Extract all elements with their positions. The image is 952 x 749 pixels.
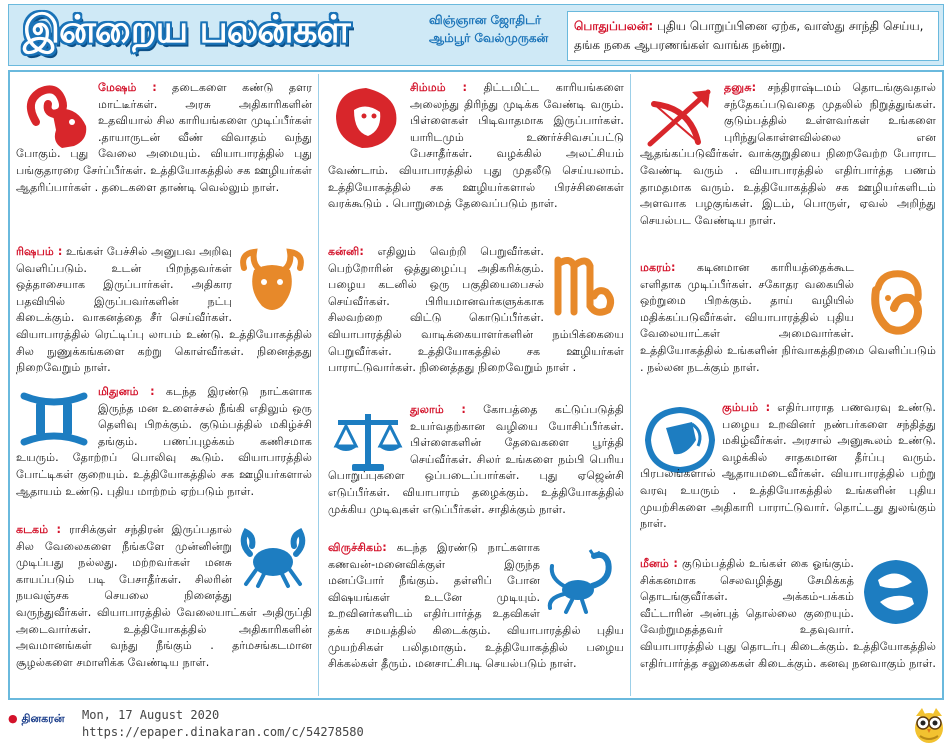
- edition-url[interactable]: https://epaper.dinakaran.com/c/54278580: [82, 725, 364, 739]
- forecast-meenam: [640, 556, 936, 672]
- sign-name-kanni: கன்னி:: [328, 245, 364, 258]
- sign-text-meenam: குடும்பத்தில் உங்கள் கை ஓங்கும். சிக்கனமாக செலவழித்து சேமிக்கத் தொடங்குவீர்கள். அக்கம்-பக்கம் வீட்டாரின் அன்புத் தொல்லை குறையும். வேற்றுமதத்தவர் உதவுவார். வியாபாரத்தில் புது தொடர்பு கிடைக்கும். உத்தியோகத்தில் எதிர்பார்த்த சலுகைகள் கிடைக்கும். கனவு நனவாகும் நாள்.: [640, 557, 936, 670]
- forecast-rishabam: [16, 244, 312, 377]
- forecast-viruchigam: [328, 540, 624, 673]
- sign-text-kanni: எதிலும் வெற்றி பெறுவீர்கள். பெற்றோரின் ஒத்துழைப்பு அதிகரிக்கும். பழைய கடனில் ஒரு பகுதியைபைசல் செய்வீர்கள். பிரியமானவர்களுக்காக சிலவற்றை விட்டு கொடுப்பீர்கள். வியாபாரத்தில் வாடிக்கையாளர்களின் நம்பிக்கையை பெறுவீர்கள். உத்தியோகத்தில் சக ஊழியர்கள் பாராட்டுவார்கள். நினைத்தது நிறைவேறும் நாள் .: [328, 245, 624, 375]
- forecast-mesham: [16, 80, 312, 196]
- author-credit: [429, 11, 559, 47]
- sign-name-mithunam: மிதுனம் :: [98, 385, 155, 398]
- column-divider-1: [318, 74, 319, 696]
- general-forecast-label: பொதுப்பலன்:: [574, 19, 654, 33]
- forecast-thulam: [328, 402, 624, 518]
- sign-name-kadagam: கடகம் :: [16, 523, 62, 536]
- forecast-kanni: [328, 244, 624, 377]
- page-title: இன்றைய பலன்கள்: [23, 7, 350, 51]
- forecast-magaram: [640, 260, 936, 376]
- sign-name-dhanusu: தனுசு:: [724, 81, 757, 94]
- sign-name-kumbam: கும்பம் :: [722, 401, 771, 414]
- forecast-kumbam: [640, 400, 936, 533]
- sign-text-kadagam: ராசிக்குள் சந்திரன் இருப்பதால் சில வேலைகளை நீங்களே முன்னின்று முடிப்பது நல்லது. மற்றவர்கள் மனசு காயப்படும் படி பேசாதீர்கள். சிலரின் நயவஞ்சக செயலை நினைத்து வருந்துவீர்கள். வியாபாரத்தில் வேலையாட்கள் அதிருப்தி அடைவார்கள். உத்தியோகத்தில் அதிகாரிகளின் அவமானங்கள் வந்து நீங்கும் . தர்மசங்கடமான சூழல்களை சமாளிக்க வேண்டிய நாள்.: [16, 523, 312, 669]
- sign-text-mithunam: கடந்த இரண்டு நாட்களாக இருந்த மன உளைச்சல் நீங்கி எதிலும் ஒரு தெளிவு பிறக்கும். குடும்பத்தில் மகிழ்ச்சி தங்கும். பணப்புழக்கம் கணிசமாக உயரும். தோற்றப் பொலிவு கூடும். வியாபாரத்தில் போட்டிகள் குறையும். உத்தியோகத்தில் சக ஊழியர்களால் ஆதாயம் உண்டு. புதிய மாற்றம் ஏற்படும் நாள்.: [16, 385, 312, 498]
- sign-name-meenam: மீனம் :: [640, 557, 678, 570]
- author-line-2: ஆம்பூர் வேல்முருகன்: [429, 31, 549, 45]
- sign-name-simmam: சிம்மம் :: [410, 81, 468, 94]
- forecast-kadagam: [16, 522, 312, 671]
- header: [8, 4, 944, 66]
- sign-name-mesham: மேஷம் :: [98, 81, 157, 94]
- general-forecast-text: புதிய பொறுப்பினை ஏற்க, வாஸ்து சாந்தி செய்ய, தங்க நகை ஆபரணங்கள் வாங்க நன்று.: [574, 19, 924, 52]
- sign-text-rishabam: உங்கள் பேச்சில் அனுபவ அறிவு வெளிப்படும். உடன் பிறந்தவர்கள் ஒத்தாசையாக இருப்பார்கள். அதிகார பதவியில் இருப்பவர்களின் நட்பு கிடைக்கும். வாகனத்தை சீர் செய்வீர்கள். வியாபாரத்தில் ரெட்டிப்பு லாபம் உண்டு. உத்தியோகத்தில் சில நுணுக்கங்களை கற்று கொள்வீர்கள். நினைத்தது நிறைவேறும் நாள்.: [16, 245, 312, 375]
- sign-name-rishabam: ரிஷபம் :: [16, 245, 63, 258]
- dinakaran-logo: ● தினகரன்: [8, 712, 65, 725]
- sign-text-dhanusu: சந்திராஷ்டமம் தொடங்குவதால் சந்தேகப்படுவதை முதலில் நிறுத்துங்கள். குடும்பத்தில் உள்ளவர்கள் உங்களை புரிந்துகொள்ளவில்லை என ஆதங்கப்படுவீர்கள். வாக்குறுதியை நிறைவேற்ற போராட வேண்டி வரும் . வியாபாரத்தில் எதிர்பார்த்த பணம் தாமதமாக வரும். உத்தியோகத்தில் சக ஊழியர்களிடம் அளவாக பழகுங்கள். இடம், பொருள், ஏவல் அறிந்து செயல்பட வேண்டிய நாள்.: [640, 81, 936, 227]
- column-divider-2: [630, 74, 631, 696]
- edition-date: Mon, 17 August 2020: [82, 708, 220, 722]
- owl-icon[interactable]: [912, 706, 946, 744]
- sign-name-thulam: துலாம் :: [410, 403, 466, 416]
- author-line-1: விஞ்ஞான ஜோதிடர்: [429, 13, 541, 27]
- sign-text-viruchigam: கடந்த இரண்டு நாட்களாக கணவன்-மனைவிக்குள் இருந்த மனப்போர் நீங்கும். தள்ளிப் போன விஷயங்கள் உடனே முடியும். உறவினர்களிடம் எதிர்பார்த்த உதவிகள் தக்க சமயத்தில் கிடைக்கும். வியாபாரத்தில் புதிய முயற்சிகள் பலிதமாகும். உத்தியோகத்தில் பழைய சிக்கல்கள் தீரும். மனசாட்சிபடி செயல்படும் நாள்.: [328, 541, 624, 671]
- sign-name-magaram: மகரம்:: [640, 261, 676, 274]
- sign-text-mesham: தடைகளை கண்டு தளர மாட்டீர்கள். அரசு அதிகாரிகளின் உதவியால் சில காரியங்களை முடிப்பீர்கள் .தாயாருடன் வீண் விவாதம் வந்து போகும். புது வேலை அமையும். வியாபாரத்தில் புது பங்குதாரரை சேர்ப்பீர்கள். உத்தியோகத்தில் சக ஊழியர்கள் ஆதரிப்பார்கள் . தடைகளை தாண்டி வெல்லும் நாள்.: [16, 81, 312, 194]
- sign-text-magaram: கடினமான காரியத்தைக்கூட எளிதாக முடிப்பீர்கள். சகோதர வகையில் ஒற்றுமை பிறக்கும். தாய் வழியில் மதிக்கப்படுவீர்கள். வியாபாரத்தில் புதிய வேலையாட்கள் அமைவார்கள். உத்தியோகத்தில் உங்களின் நிர்வாகத்திறமை வெளிப்படும் . நல்லன நடக்கும் நாள்.: [640, 261, 936, 374]
- sign-name-viruchigam: விருச்சிகம்:: [328, 541, 387, 554]
- sign-text-simmam: திட்டமிட்ட காரியங்களை அலைந்து திரிந்து முடிக்க வேண்டி வரும். பிள்ளைகள் பிடிவாதமாக இருப்பார்கள். யாரிடமும் உணர்ச்சிவசப்பட்டு பேசாதீர்கள். வழக்கில் அலட்சியம் வேண்டாம். வியாபாரத்தில் புது முதலீடு செய்யலாம். உத்தியோகத்தில் சக ஊழியர்களால் பிரச்சினைகள் வரக்கூடும் . பொறுமைத் தேவைப்படும் நாள்.: [328, 81, 624, 211]
- edition-info: [82, 707, 364, 741]
- general-forecast-box: [567, 11, 939, 61]
- sign-text-thulam: கோபத்தை கட்டுப்படுத்தி உயர்வதற்கான வழியை யோசிப்பீர்கள். பிள்ளைகளின் தேவைகளை பூர்த்தி செய்வீர்கள். சிலர் உங்களை நம்பி பெரிய பொறுப்புகளை ஒப்படைப்பார்கள். புது ஏஜென்சி எடுப்பீர்கள். வியாபாரம் தழைக்கும். உத்தியோகத்தில் முக்கிய முடிவுகள் எடுப்பீர்கள். சாதிக்கும் நாள்.: [328, 403, 624, 516]
- sign-text-kumbam: எதிர்பாராத பணவரவு உண்டு. பழைய உறவினர் நண்பர்களை சந்தித்து மகிழ்வீர்கள். அரசால் அனுகூலம் உண்டு. வழக்கில் சாதகமான தீர்ப்பு வரும். பிரபலங்களால் ஆதாயமடைவீர்கள். வியாபாரத்தில் பற்று வரவு உயரும் . உத்தியோகத்தில் உங்களின் புதிய முயற்சிகளை அதிகாரி பாராட்டுவார். தொட்டது துலங்கும் நாள்.: [640, 401, 936, 531]
- logo-text: தினகரன்: [21, 712, 65, 725]
- forecast-dhanusu: [640, 80, 936, 229]
- forecast-simmam: [328, 80, 624, 213]
- forecast-mithunam: [16, 384, 312, 500]
